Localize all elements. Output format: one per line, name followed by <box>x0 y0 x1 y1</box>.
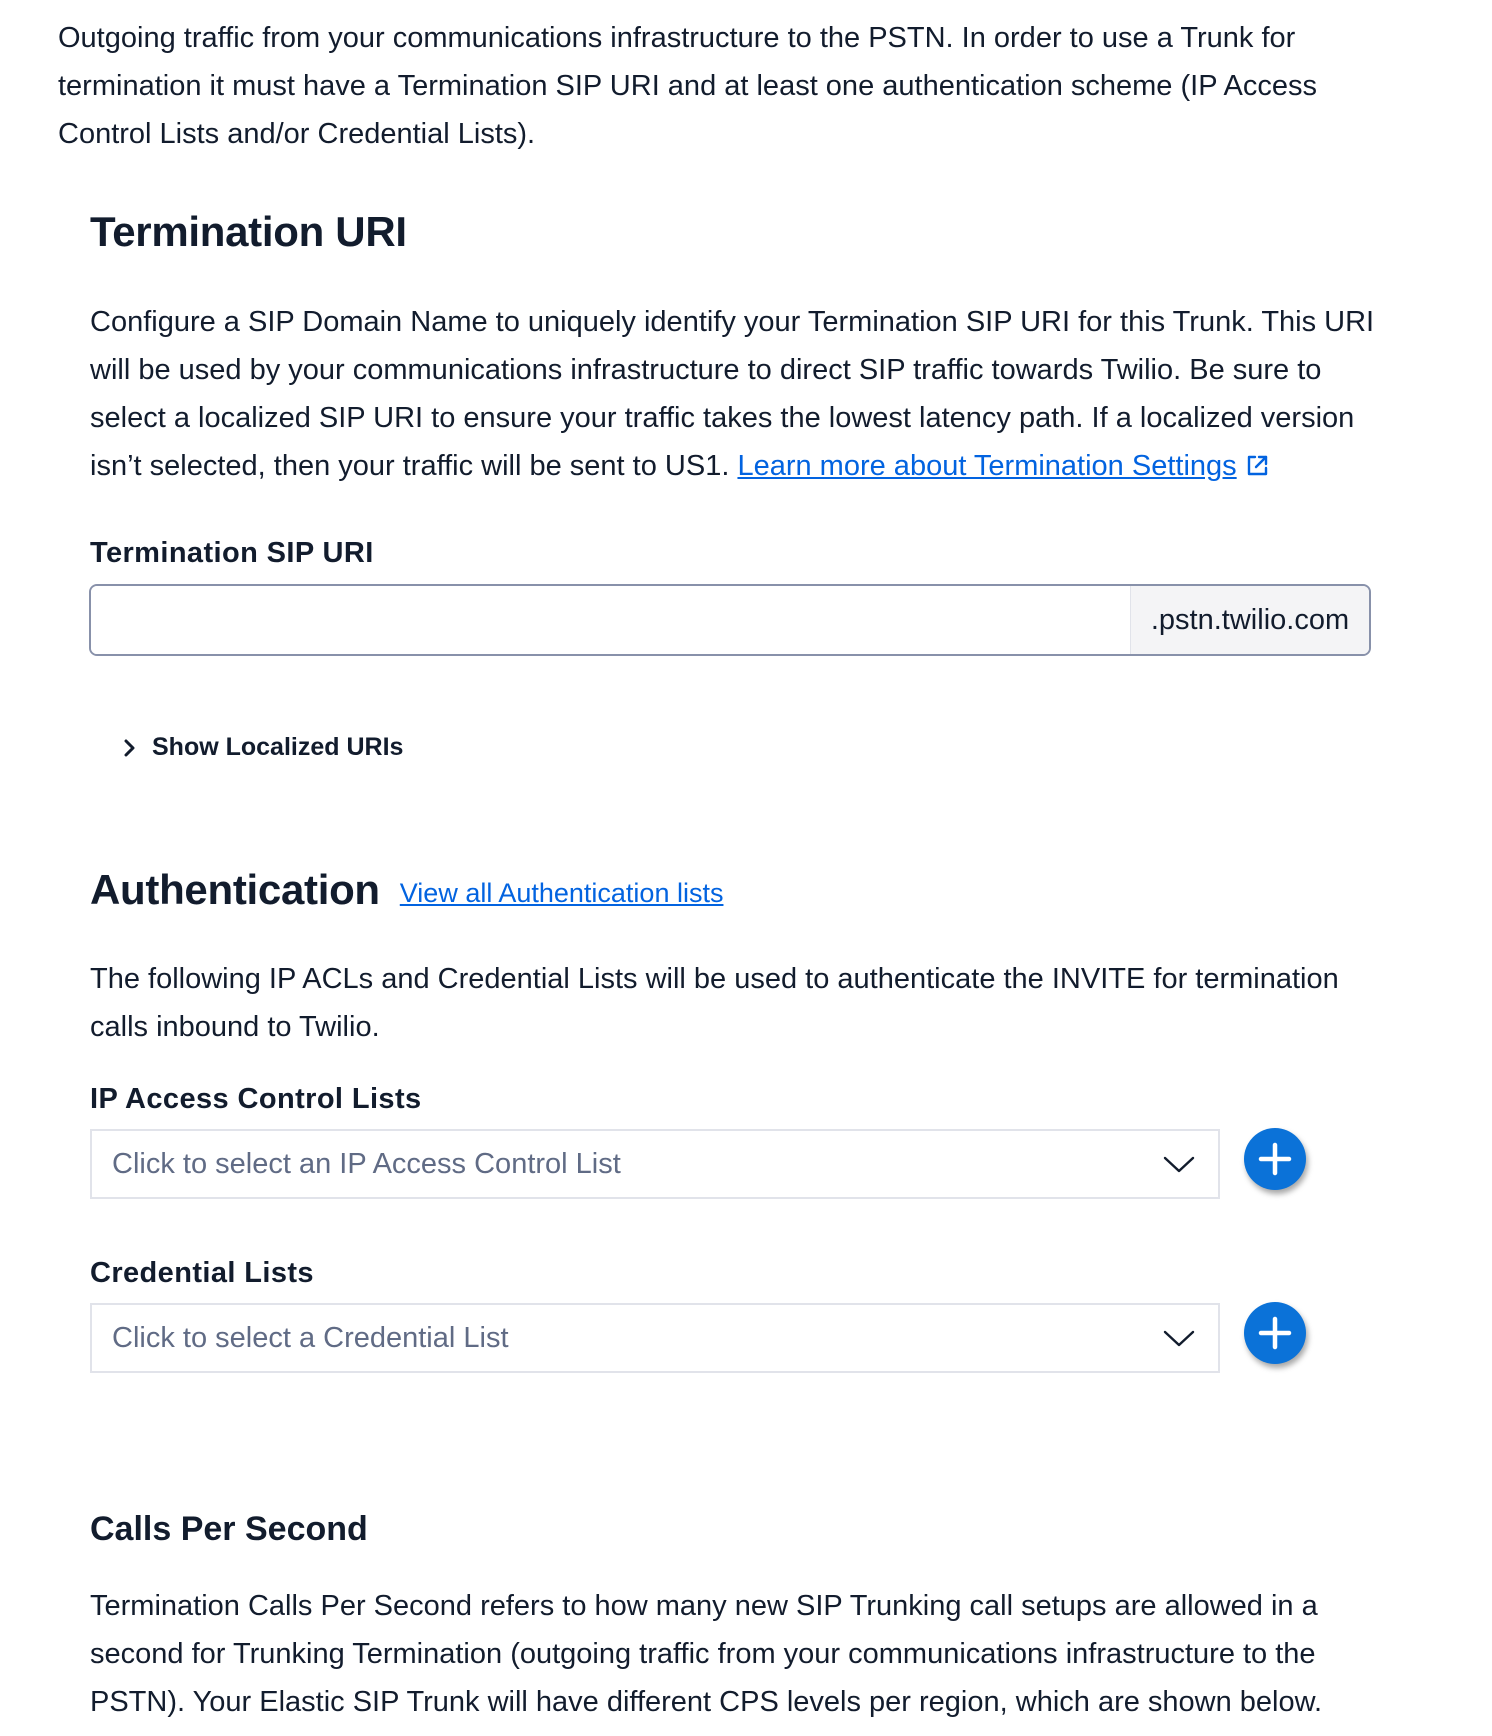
ip-acl-placeholder: Click to select an IP Access Control List <box>112 1147 621 1180</box>
termination-uri-heading: Termination URI <box>90 208 407 255</box>
chevron-down-icon <box>1162 1154 1196 1174</box>
authentication-description: The following IP ACLs and Credential Lists will be used to authenticate the INVITE for termination calls inbound to Twilio. <box>90 963 1339 1043</box>
external-link-icon <box>1245 454 1269 478</box>
termination-sip-uri-label: Termination SIP URI <box>90 537 374 569</box>
authentication-heading: Authentication <box>90 866 380 913</box>
termination-uri-description <box>90 298 1380 490</box>
calls-per-second-description: Termination Calls Per Second refers to how many new SIP Trunking call setups are allowed in a second for Trunking Termination (outgoing traffic from your communications infrastructure to the PSTN). Your Elastic SIP Trunk will have different CPS levels per region, which are shown below. <box>90 1590 1323 1718</box>
plus-icon <box>1258 1142 1292 1176</box>
authentication-header <box>90 866 1380 914</box>
termination-uri-description-text: Configure a SIP Domain Name to uniquely identify your Termination SIP URI for this Trunk. This URI will be used by your communications infrastructure to direct SIP traffic towards Twilio. Be sure to select a localized SIP URI to ensure your traffic takes the lowest latency path. If a localized version isn’t selected, then your traffic will be sent to US1. <box>90 306 1375 482</box>
termination-sip-uri-suffix: .pstn.twilio.com <box>1130 586 1369 654</box>
ip-acl-label: IP Access Control Lists <box>90 1083 422 1115</box>
credential-lists-label: Credential Lists <box>90 1257 314 1289</box>
credential-list-placeholder: Click to select a Credential List <box>112 1321 509 1354</box>
chevron-right-icon <box>118 737 140 759</box>
termination-sip-uri-input[interactable] <box>91 586 1130 654</box>
view-all-authentication-lists-link[interactable]: View all Authentication lists <box>399 877 724 908</box>
plus-icon <box>1258 1316 1292 1350</box>
credential-list-select[interactable] <box>90 1303 1220 1373</box>
ip-acl-select[interactable] <box>90 1129 1220 1199</box>
calls-per-second-heading: Calls Per Second <box>90 1510 368 1548</box>
calls-per-second-heading-wrap <box>90 1510 1380 1549</box>
learn-more-termination-link-text: Learn more about Termination Settings <box>737 450 1237 482</box>
show-localized-uris-toggle[interactable] <box>118 733 403 762</box>
learn-more-termination-link[interactable] <box>737 450 1268 482</box>
chevron-down-icon <box>1162 1328 1196 1348</box>
add-ip-acl-button[interactable] <box>1244 1128 1306 1190</box>
termination-sip-uri-field <box>89 584 1371 656</box>
termination-uri-heading-wrap <box>90 208 1380 256</box>
intro-text: Outgoing traffic from your communications infrastructure to the PSTN. In order to use a Trunk for termination it must have a Termination SIP URI and at least one authentication scheme (IP Access Control Lists and/or Credential Lists). <box>58 22 1317 150</box>
show-localized-uris-label: Show Localized URIs <box>152 733 404 761</box>
add-credential-list-button[interactable] <box>1244 1302 1306 1364</box>
